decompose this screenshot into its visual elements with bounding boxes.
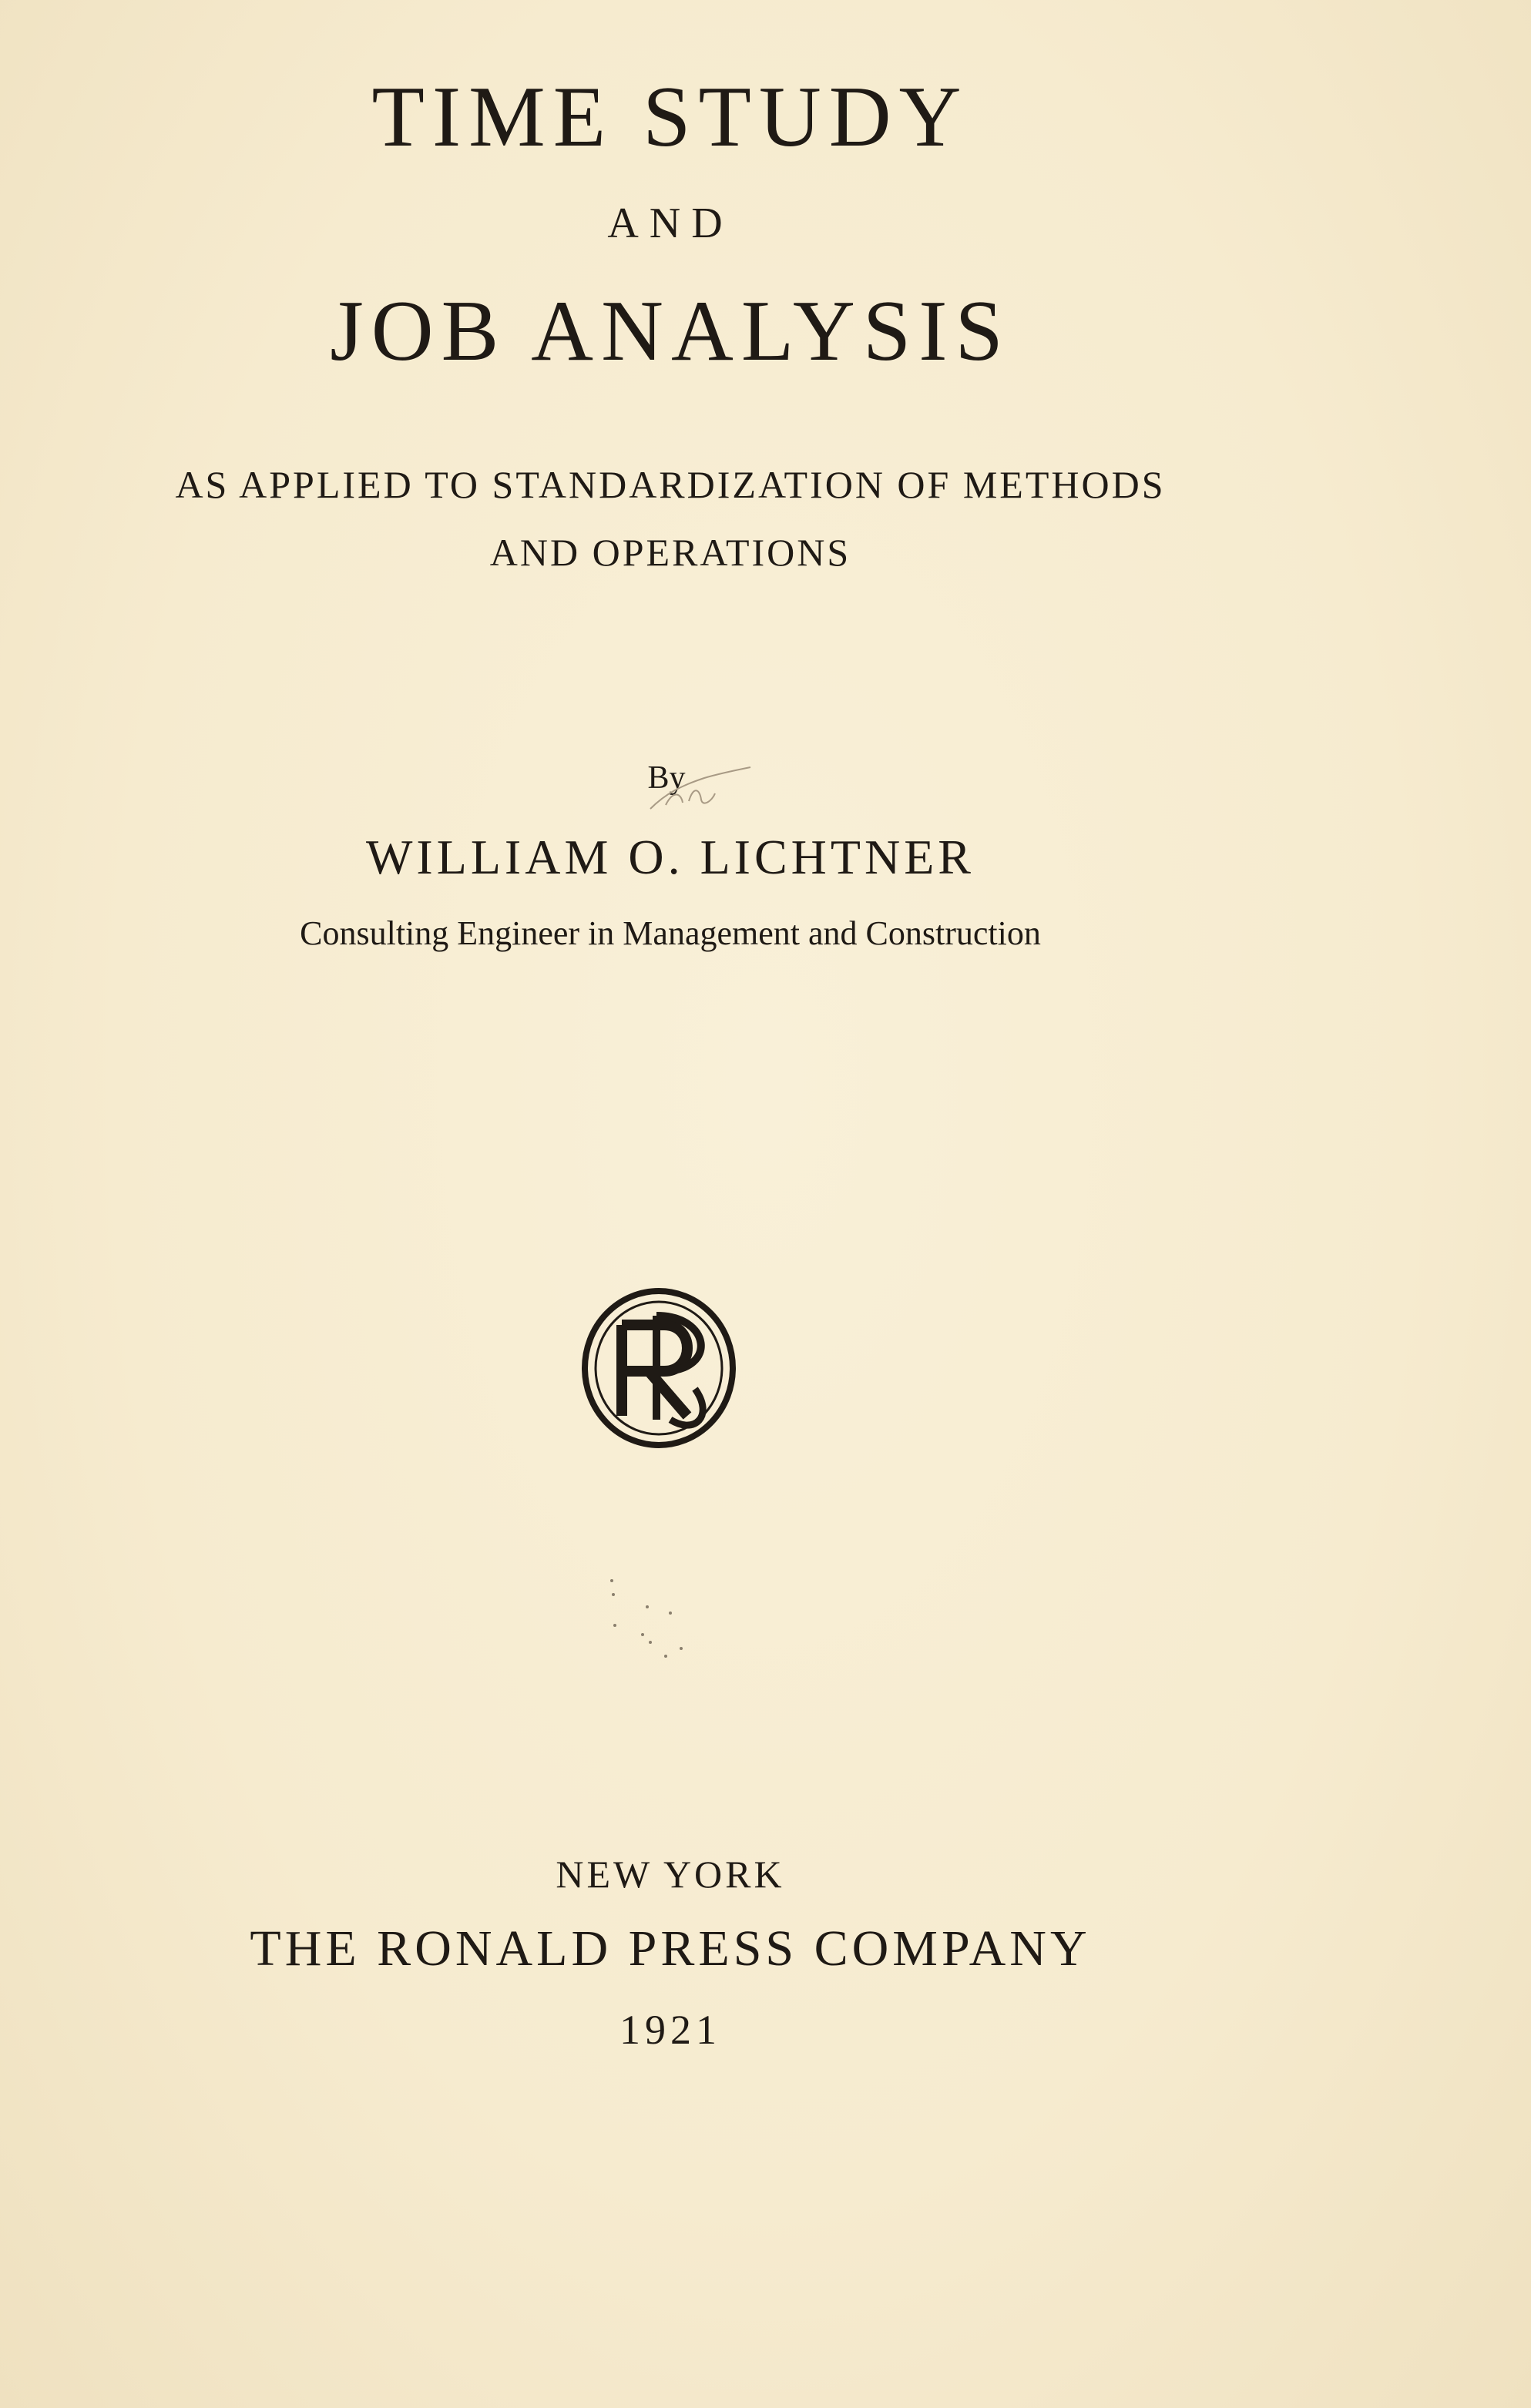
paper-specks-icon [601,1571,701,1679]
publisher-city: NEW YORK [556,1853,785,1896]
author-title: Consulting Engineer in Management and Construction [300,914,1041,952]
author-name: WILLIAM O. LICHTNER [366,830,975,884]
pencil-annotation-icon [635,763,758,832]
byline-by: By [647,760,686,796]
title-conjunction: AND [607,200,734,247]
title-line-1: TIME STUDY [371,69,969,165]
title-line-2: JOB ANALYSIS [330,283,1011,379]
publication-year: 1921 [619,2007,721,2053]
subtitle-line-2: AND OPERATIONS [489,531,851,574]
publisher-name: THE RONALD PRESS COMPANY [250,1920,1091,1977]
publisher-monogram-icon [579,1285,738,1451]
subtitle-line-1: AS APPLIED TO STANDARDIZATION OF METHODS [175,463,1166,506]
